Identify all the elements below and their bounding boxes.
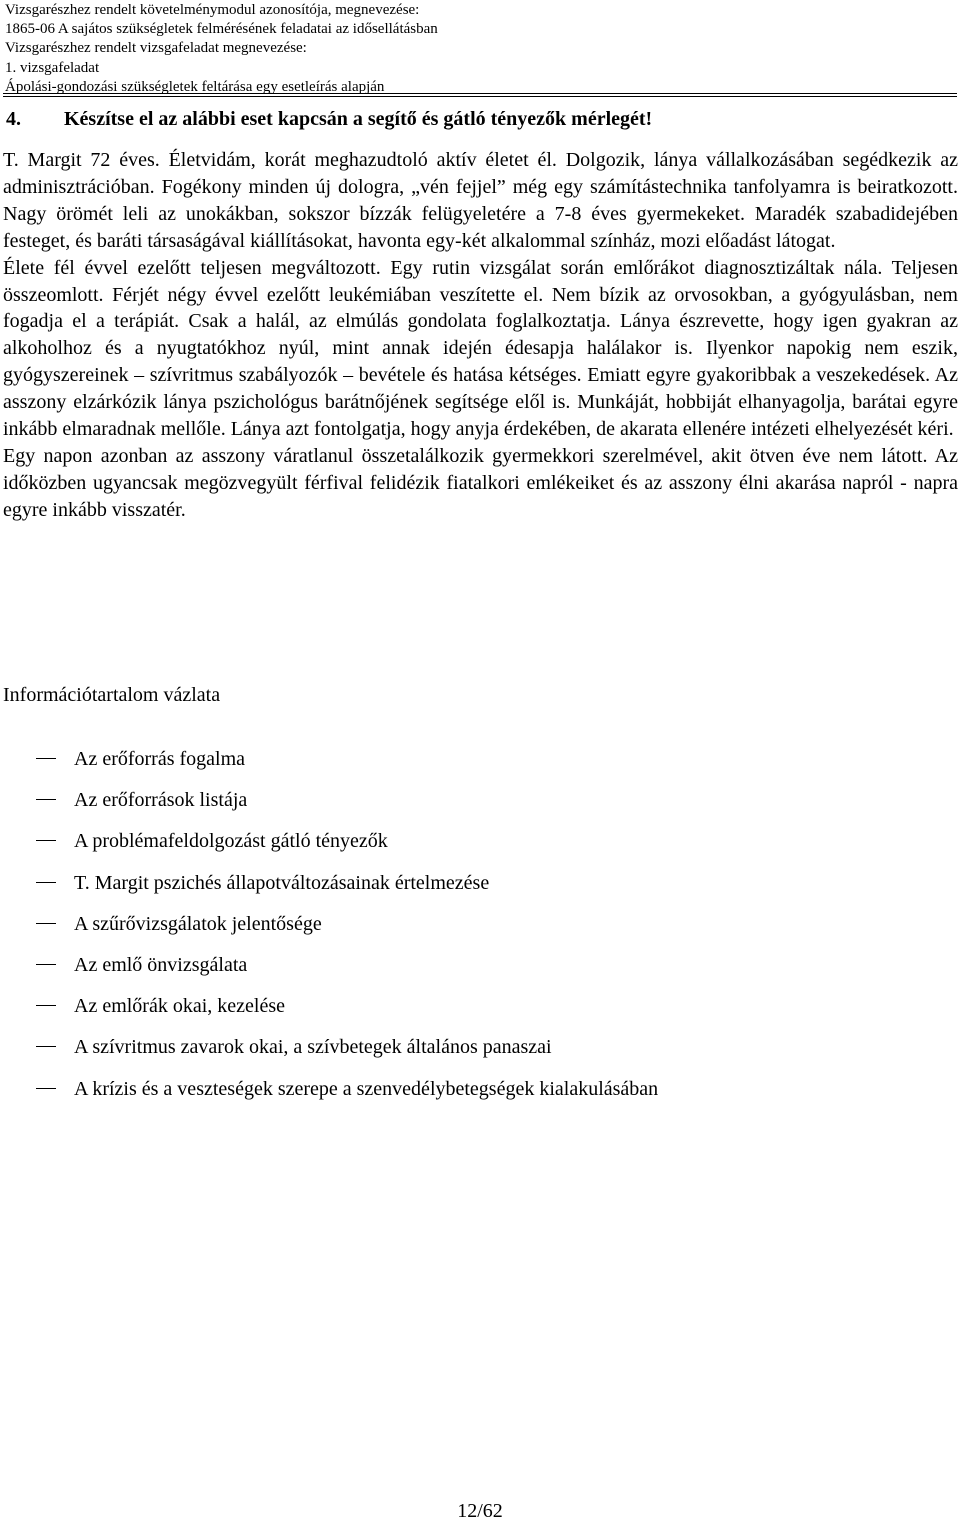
case-paragraph-2: Élete fél évvel ezelőtt teljesen megváltozott. Egy rutin vizsgálat során emlőrákot diagnosztizáltak nála. Teljesen összeomlott. Férjét négy évvel ezelőtt leukémiában veszítette el. Nem bízik az orvosokban, a gyógyulásban, nem fogadja el a terápiát. Csak a halál, az elmúlás gondolata foglalkoztatja. Lánya észrevette, hogy igen gyakran az alkoholhoz és a nyugtatókhoz nyúl, mint annak idején édesapja halálakor is. Ilyenkor napokig nem eszik, gyógyszereinek – szívritmus szabályozók – bevétele és hatása kétséges. Emiatt egyre gyakoribbak a veszekedések. Az asszony elzárkózik lánya pszichológus barátnőjének segítsége elől is. Munkáját, hobbiját elhanyagolja, barátai egyre inkább elmaradnak mellőle. Lánya azt fontolgatja, hogy anyja érdekében, de akarata ellenére intézeti elhelyezését kéri. xyxy=(3,256,958,441)
dash-bullet-icon xyxy=(36,1046,56,1047)
case-description xyxy=(3,147,958,524)
dash-bullet-icon xyxy=(36,882,56,883)
task-heading xyxy=(6,108,652,131)
dash-bullet-icon xyxy=(36,964,56,965)
dash-bullet-icon xyxy=(36,1088,56,1089)
header-divider-bottom xyxy=(3,96,957,97)
outline-title: Információtartalom vázlata xyxy=(3,684,221,706)
case-paragraph-3: Egy napon azonban az asszony váratlanul összetalálkozik gyermekkori szerelmével, akit ötven éve nem látott. Az időközben ugyancsak megözvegyült férfival felidézik fiatalkori emlékeiket és az asszony élni akarása napról - napra egyre inkább visszatér. xyxy=(3,444,958,521)
task-number: 4. xyxy=(6,108,21,130)
header-task-number: 1. vizsgafeladat xyxy=(5,59,100,76)
header-task-name: Ápolási-gondozási szükségletek feltárása egy esetleírás alapján xyxy=(5,78,385,95)
page-number: 12/62 xyxy=(457,1500,503,1522)
dash-bullet-icon xyxy=(36,1005,56,1006)
header-module-label: Vizsgarészhez rendelt követelménymodul azonosítója, megnevezése: xyxy=(5,2,420,18)
header-task-label: Vizsgarészhez rendelt vizsgafeladat megnevezése: xyxy=(5,40,307,57)
dash-bullet-icon xyxy=(36,923,56,924)
case-paragraph-1: T. Margit 72 éves. Életvidám, korát meghazudtoló aktív életet él. Dolgozik, lánya vállalkozásában segédkezik az adminisztrációban. Fogékony minden új dologra, „vén fejjel” még egy számítástechnika tanfolyamra is beiratkozott. Nagy örömét leli az unokákban, sokszor bízzák felügyeletére a 7-8 éves gyermekeket. Maradék szabadidejében festeget, és baráti társaságával kiállításokat, havonta egy-két alkalommal színház, mozi előadást látogat. xyxy=(3,149,958,252)
task-instruction: Készítse el az alábbi eset kapcsán a segítő és gátló tényezők mérlegét! xyxy=(64,108,653,130)
dash-bullet-icon xyxy=(36,799,56,800)
document-header xyxy=(5,1,955,97)
header-divider-top xyxy=(3,93,957,94)
header-module-name: 1865-06 A sajátos szükségletek felmérésének feladatai az idősellátásban xyxy=(5,21,438,38)
dash-bullet-icon xyxy=(36,840,56,841)
dash-bullet-icon xyxy=(36,758,56,759)
